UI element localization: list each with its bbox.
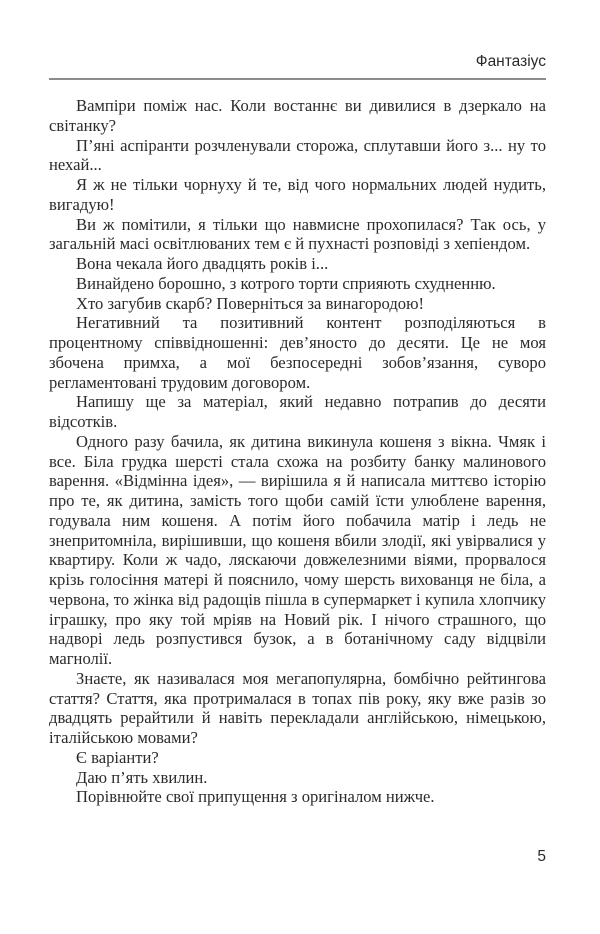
paragraph: Винайдено борошно, з котрого торти сприяють схудненню. — [76, 273, 496, 293]
paragraph: Негативний та позитивний контент розподіляються в процентному співвідношенні: дев’яносто до десяти. Це не моя збочена примха, а мої безпосередні зобов’язання, суворо регламентовані трудовим договором. — [49, 313, 546, 392]
paragraph: Ви ж помітили, я тільки що навмисне прохопилася? Так ось, у загальній масі освітлюваних тем є й пухнасті розповіді з хепіендом. — [49, 214, 546, 254]
running-head-title: Фантазіус — [475, 53, 546, 70]
paragraph: Є варіанти? — [76, 747, 159, 767]
header-rule — [49, 78, 546, 80]
paragraph: Вампіри поміж нас. Коли востаннє ви дивилися в дзеркало на світанку? — [49, 96, 546, 135]
paragraph: Одного разу бачила, як дитина викинула кошеня з вікна. Чмяк і все. Біла грудка шерсті стала схожа на розбиту банку малинового варення. «Відмінна ідея», — вирішила я й написала миттєво історію про те, як дитина, замість того щоби самій їсти улюблене варення, годувала ним кошеня. А потім його побачила матір і ледь не знепритомніла, вирішивши, що кошеня вбили злодії, які увірвалися у квартиру. Коли ж чадо, ляскаючи довжелезними віями, прорвалося крізь голосіння матері й пояснило, чому шерсть вихованця не біла, а червона, то жінка від радощів пішла в супермаркет і купила хлопчику іграшку, про яку той мріяв на Новий рік. І нічого страшного, що надворі ледь розпустився бузок, а в ботанічному саду відцвіли магнолії. — [49, 431, 546, 668]
paragraph: Хто загубив скарб? Поверніться за винагородою! — [76, 293, 424, 313]
paragraph: Знаєте, як називалася моя мегапопулярна, бомбічно рейтингова стаття? Стаття, яка протрималася в топах пів року, яку вже разів зо двадцять рерайтили й навіть перекладали англійською, німецькою, італійською мовами? — [49, 668, 546, 747]
paragraph: Я ж не тільки чорнуху й те, від чого нормальних людей нудить, вигадую! — [49, 175, 546, 214]
paragraph: П’яні аспіранти розчленували сторожа, сплутавши його з... ну то нехай... — [49, 135, 546, 175]
paragraph: Напишу ще за матеріал, який недавно потрапив до десяти відсотків. — [49, 392, 546, 431]
page-number: 5 — [537, 848, 546, 865]
paragraph: Порівнюйте свої припущення з оригіналом нижче. — [76, 787, 435, 807]
paragraph: Вона чекала його двадцять років і... — [76, 254, 329, 273]
paragraph: Даю п’ять хвилин. — [76, 767, 208, 787]
body-text — [49, 96, 546, 807]
